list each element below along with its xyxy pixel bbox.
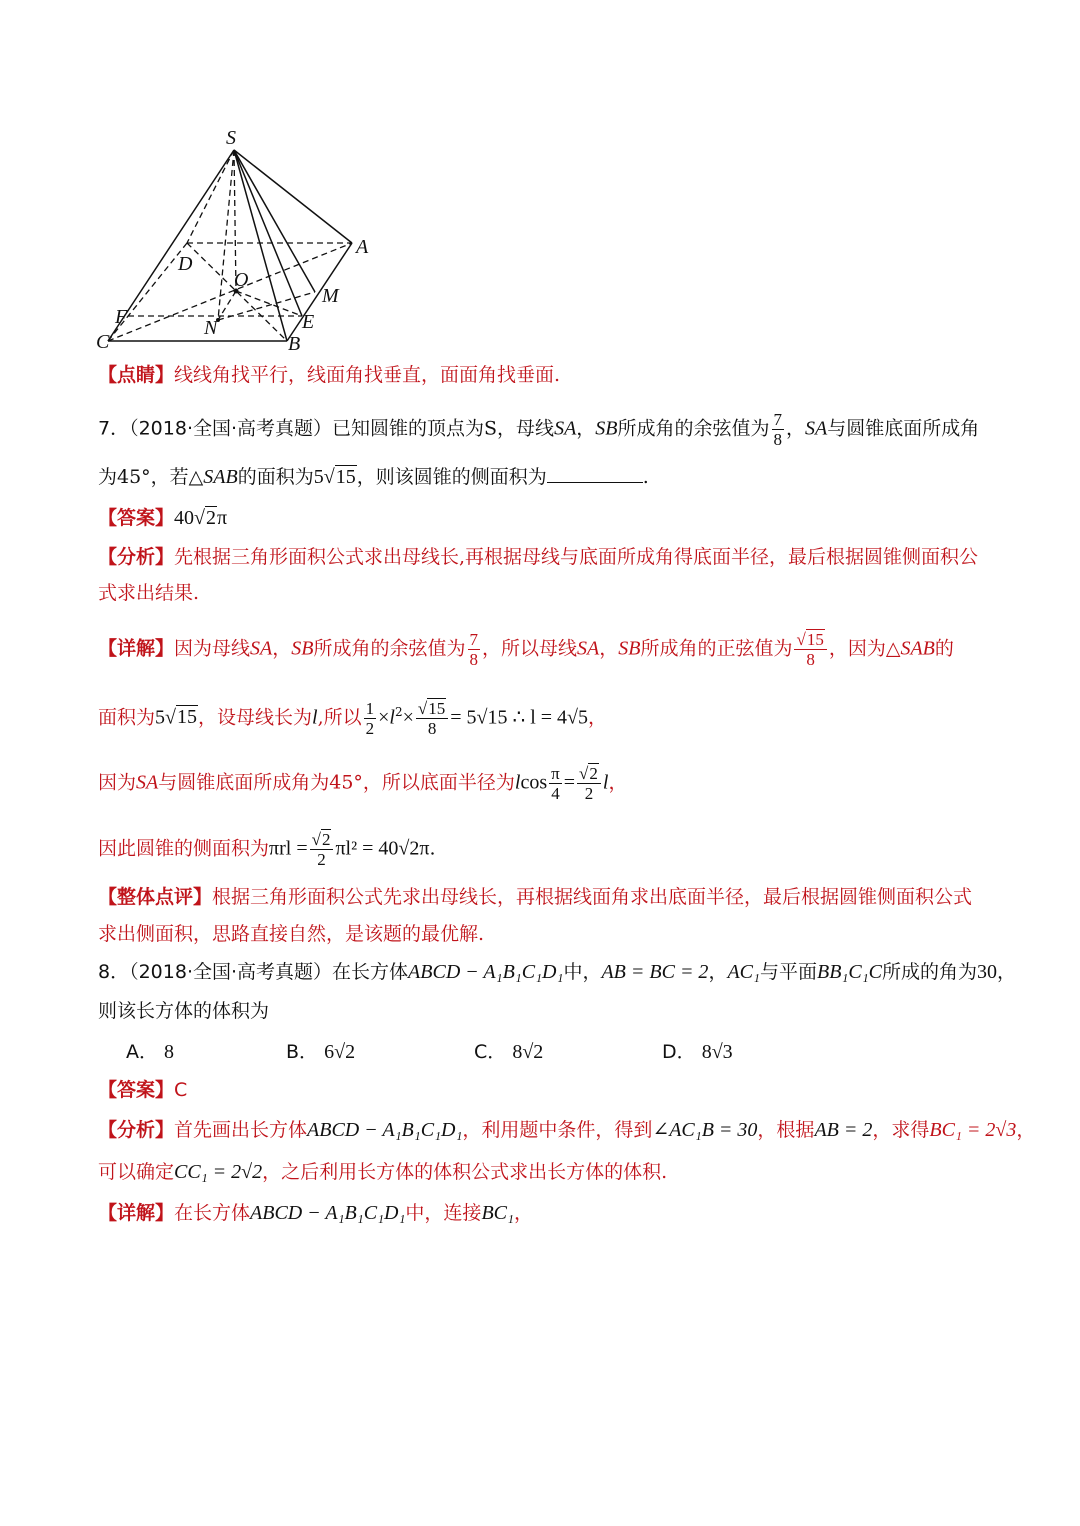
analysis-tag: 【分析】: [98, 546, 175, 568]
sin-fraction: $\frac{√15}{8}$: [794, 630, 826, 669]
q7-stem-text: 已知圆锥的顶点为S，母线: [332, 417, 555, 440]
q8-analysis-line2: 可以确定CC₁ = 2√2，之后利用长方体的体积公式求出长方体的体积.: [98, 1161, 668, 1183]
review-tag: 【整体点评】: [98, 886, 213, 908]
q7-stem-text: .: [642, 466, 649, 488]
answer-blank: [547, 464, 643, 483]
q8-number: 8．: [98, 961, 130, 983]
pi-fraction: $\frac{\pi}{4}$: [551, 764, 560, 803]
label-S: S: [226, 127, 236, 149]
option-b[interactable]: B． 6√2: [286, 1041, 356, 1063]
sin-fraction: $\frac{√15}{8}$: [416, 699, 448, 738]
label-C: C: [96, 331, 110, 353]
analysis-tag: 【分析】: [98, 1119, 175, 1141]
label-B: B: [288, 333, 301, 355]
q7-var-SAB: SAB: [203, 466, 238, 488]
option-a[interactable]: A． 8: [126, 1041, 175, 1063]
q7-sep: ，: [576, 417, 596, 440]
option-c[interactable]: C． 8√2: [474, 1041, 544, 1063]
answer-tag: 【答案】: [98, 1079, 175, 1101]
q7-var-SA: SA: [554, 417, 577, 440]
q7-review-line2: 求出侧面积，思路直接自然，是该题的最优解.: [98, 923, 485, 945]
q7-sep: ，: [786, 417, 806, 440]
root2-fraction: $\frac{√2}{2}$: [577, 764, 601, 803]
frac-den: 8: [773, 430, 783, 449]
pyramid-figure: [90, 120, 390, 360]
q8-stem-line1: 8．（2018·全国·高考真题）在长方体ABCD − A₁B₁C₁D₁中，AB = BC = 2，AC₁与平面BB₁C₁C所成的角为30，: [98, 961, 1017, 983]
q8-source: （2018·全国·高考真题）: [129, 961, 333, 983]
q7-detail-line2: 面积为5√15，设母线长为l,所以 $\frac{1}{2}$ $\times l^2\times$ $\frac{√15}{8}$ = 5√15 ∴ l = 4√5，: [98, 698, 608, 738]
label-A: A: [356, 236, 369, 258]
q7-var-SA: SA: [805, 417, 828, 440]
q7-stem-text: ，则该圆锥的侧面积为: [356, 466, 547, 488]
q8-answer-line: [98, 1076, 187, 1104]
q7-stem-text: 的面积为: [237, 466, 314, 488]
option-d[interactable]: D． 8√3: [662, 1041, 733, 1063]
q7-detail-line4: 因此圆锥的侧面积为πrl = $\frac{√2}{2}$ πl² = 40√2π.: [98, 830, 436, 869]
q7-detail-line3: 因为SA与圆锥底面所成角为45°，所以底面半径为lcos $\frac{\pi}{4}$ = $\frac{√2}{2}$ l，: [98, 764, 628, 803]
q7-stem-line1: [98, 410, 979, 449]
half-fraction: $\frac{1}{2}$: [365, 698, 375, 738]
analysis-text: 先根据三角形面积公式求出母线长,再根据母线与底面所成角得底面半径，最后根据圆锥侧面积公: [174, 546, 979, 568]
q7-analysis-line1: [98, 543, 978, 571]
q7-area-value: 5√15: [313, 466, 356, 488]
root2-fraction: $\frac{√2}{2}$: [310, 830, 334, 869]
q7-stem-text: 所成角的余弦值为: [617, 417, 770, 440]
q7-stem-text: 为45°，若△: [98, 466, 204, 488]
q7-detail-line1: 【详解】因为母线SA，SB所成角的余弦值为 $\frac{7}{8}$ ，所以母线SA，SB所成角的正弦值为 $\frac{√15}{8}$ ，因为△SAB的: [98, 630, 954, 669]
q7-review-line1: 【整体点评】根据三角形面积公式先求出母线长，再根据线面角求出底面半径，最后根据圆锥侧面积公式: [98, 886, 973, 908]
q7-analysis-line2: 式求出结果.: [98, 582, 200, 604]
q7-number: 7．: [98, 417, 130, 440]
length-equation: = 5√15 ∴ l = 4√5: [450, 706, 589, 729]
hint-line: [98, 361, 560, 389]
q8-box-name: ABCD − A₁B₁C₁D₁: [408, 961, 564, 983]
q7-source: （2018·全国·高考真题）: [129, 417, 333, 440]
q7-answer-value: 40√2π: [174, 507, 228, 529]
q8-analysis-line1: 【分析】首先画出长方体ABCD − A₁B₁C₁D₁，利用题中条件，得到∠AC₁B = 30，根据AB = 2，求得BC₁ = 2√3，: [98, 1119, 1036, 1141]
label-N: N: [204, 317, 218, 339]
detail-tag: 【详解】: [98, 637, 175, 660]
cos-fraction: $\frac{7}{8}$: [469, 630, 478, 669]
answer-tag: 【答案】: [98, 507, 175, 529]
label-O: O: [234, 269, 249, 291]
hint-tag: 【点睛】: [98, 364, 175, 386]
label-M: M: [322, 285, 339, 307]
q7-answer-line: [98, 504, 227, 532]
label-E: E: [302, 311, 315, 333]
q7-stem-line2: [98, 463, 649, 491]
hint-text: 线线角找平行，线面角找垂直，面面角找垂面.: [174, 364, 561, 386]
frac-num: 7: [773, 410, 783, 429]
label-F: F: [115, 306, 128, 328]
detail-tag: 【详解】: [98, 1202, 175, 1224]
q8-answer-value: C: [174, 1079, 188, 1101]
q8-stem-line2: 则该长方体的体积为: [98, 1000, 270, 1022]
q8-detail-line1: 【详解】在长方体ABCD − A₁B₁C₁D₁中，连接BC₁，: [98, 1202, 533, 1224]
q7-stem-text: 与圆锥底面所成角: [827, 417, 980, 440]
q7-cos-fraction: [772, 410, 785, 449]
q7-var-SB: SB: [595, 417, 618, 440]
label-D: D: [178, 253, 193, 275]
